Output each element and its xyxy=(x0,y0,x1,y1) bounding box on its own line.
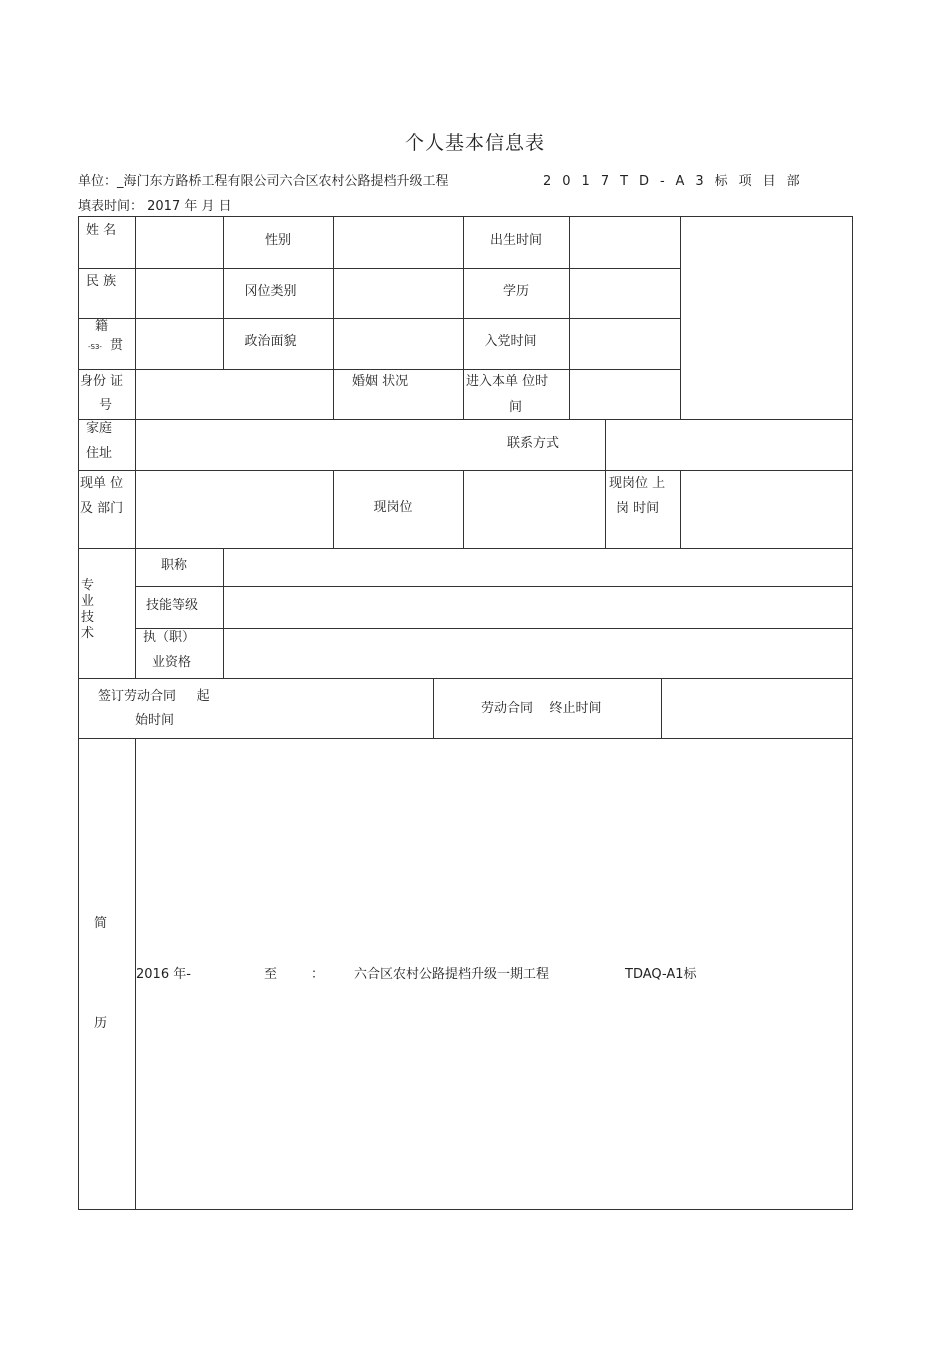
contact-label: 联系方式 xyxy=(507,436,560,451)
join-time-label-1: 进入本单 位时 xyxy=(466,374,549,389)
id-label-1: 身份 证 xyxy=(80,374,124,389)
page-title: 个人基本信息表 xyxy=(404,132,545,154)
current-post-label: 现岗位 xyxy=(373,500,413,515)
tech-char-3: 技 xyxy=(81,610,95,625)
tech-char-2: 业 xyxy=(81,594,95,609)
tech-char-1: 专 xyxy=(81,578,95,593)
current-unit-label-2: 及 部门 xyxy=(80,501,124,516)
tech-label xyxy=(81,578,94,642)
name-label: 姓 名 xyxy=(86,223,117,238)
unit-code: 2017TD-A3标项目部 xyxy=(543,174,811,189)
resume-section: TDAQ-A1标 xyxy=(625,967,697,982)
resume-year: 2016 年- xyxy=(136,967,191,982)
birth-time-label: 出生时间 xyxy=(489,233,542,248)
resume-label-1: 简 xyxy=(94,916,108,931)
gender-label: 性别 xyxy=(264,233,291,248)
native-label-1: 籍 xyxy=(95,319,109,334)
native-label-2: 贯 xyxy=(110,338,124,353)
post-time-label-1: 现岗位 上 xyxy=(609,476,666,491)
ethnicity-label: 民 族 xyxy=(86,274,117,289)
political-label: 政治面貌 xyxy=(244,334,297,349)
contract-end-label: 劳动合同 终止时间 xyxy=(481,701,602,716)
skill-level-label: 技能等级 xyxy=(145,598,198,613)
resume-project: 六合区农村公路提档升级一期工程 xyxy=(354,967,550,982)
title-rank-label: 职称 xyxy=(160,558,187,573)
resume-label-2: 历 xyxy=(94,1016,108,1031)
current-unit-label-1: 现单 位 xyxy=(80,476,124,491)
contract-start-label-2: 始时间 xyxy=(135,713,175,728)
resume-to: 至 xyxy=(264,967,278,982)
cert-label-2: 业资格 xyxy=(152,655,192,670)
education-label: 学历 xyxy=(502,284,529,299)
position-type-label: 冈位类别 xyxy=(244,284,297,299)
marital-label: 婚姻 状况 xyxy=(352,374,409,389)
address-label-2: 住址 xyxy=(86,446,113,461)
join-time-label-2: 间 xyxy=(509,400,523,415)
contract-start-label-1: 签订劳动合同 起 xyxy=(98,689,210,704)
fill-time: 填表时间： 2017 年 月 日 xyxy=(78,199,232,214)
native-mark: -S3- xyxy=(88,343,102,351)
tech-char-4: 术 xyxy=(81,626,95,641)
address-label-1: 家庭 xyxy=(86,421,113,436)
unit-line: 单位：_海门东方路桥工程有限公司六合区农村公路提档升级工程 xyxy=(78,174,449,189)
party-time-label: 入党时间 xyxy=(484,334,537,349)
post-time-label-2: 岗 时间 xyxy=(616,501,660,516)
cert-label-1: 执（职） xyxy=(143,630,196,645)
resume-colon: ： xyxy=(311,967,325,982)
id-label-2: 号 xyxy=(99,398,113,413)
